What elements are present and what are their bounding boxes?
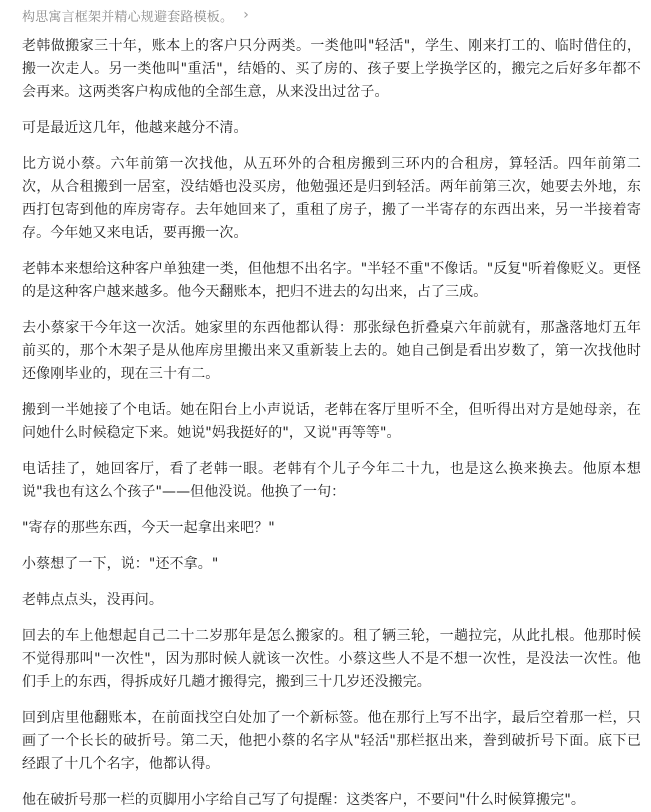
paragraph-9: 小蔡想了一下，说："还不拿。" <box>22 556 219 572</box>
paragraph-4: 老韩本来想给这种客户单独建一类，但他想不出名字。"半轻不重"不像话。"反复"听着像贬义。更怪的是这种客户越来越多。他今天翻账本，把归不进去的勾出来，占了三成。 <box>22 261 641 300</box>
breadcrumb[interactable] <box>22 0 641 30</box>
paragraph-8: "寄存的那些东西，今天一起拿出来吧？" <box>22 520 275 536</box>
paragraph-5: 去小蔡家干今年这一次活。她家里的东西他都认得：那张绿色折叠桌六年前就有，那盏落地灯五年前买的，那个木架子是从他库房里搬出来又重新装上去的。她自己倒是看出岁数了，第一次找他时还像刚毕业的，现在三十有二。 <box>22 320 641 382</box>
chevron-right-icon[interactable]: › <box>243 7 250 23</box>
paragraph-13: 他在破折号那一栏的页脚用小字给自己写了句提醒：这类客户，不要问"什么时候算搬完"。 <box>22 792 585 808</box>
paragraph-11: 回去的车上他想起自己二十二岁那年是怎么搬家的。租了辆三轮，一趟拉完，从此扎根。他那时候不觉得那叫"一次性"，因为那时候人就该一次性。小蔡这些人不是不想一次性，是没法一次性。他们手上的东西，得拆成好几趟才搬得完，搬到三十几岁还没搬完。 <box>22 628 641 690</box>
paragraph-1: 老韩做搬家三十年，账本上的客户只分两类。一类他叫"轻活"，学生、刚来打工的、临时借住的，搬一次走人。另一类他叫"重活"，结婚的、买了房的、孩子要上学换学区的，搬完之后好多年都不会再来。这两类客户构成他的全部生意，从来没出过岔子。 <box>22 38 641 100</box>
paragraph-10: 老韩点点头，没再问。 <box>22 592 163 608</box>
paragraph-6: 搬到一半她接了个电话。她在阳台上小声说话，老韩在客厅里听不全，但听得出对方是她母亲，在问她什么时候稳定下来。她说"妈我挺好的"，又说"再等等"。 <box>22 402 641 441</box>
breadcrumb-text[interactable]: 构思寓言框架并精心规避套路模板。 <box>22 9 234 25</box>
paragraph-7: 电话挂了，她回客厅，看了老韩一眼。老韩有个儿子今年二十九，也是这么换来换去。他原本想说"我也有这么个孩子"——但他没说。他换了一句： <box>22 461 641 500</box>
story-content <box>22 35 641 812</box>
paragraph-2: 可是最近这几年，他越来越分不清。 <box>22 120 248 136</box>
paragraph-12: 回到店里他翻账本，在前面找空白处加了一个新标签。他在那行上写不出字，最后空着那一栏，只画了一个长长的破折号。第二天，他把小蔡的名字从"轻活"那栏抠出来，誊到破折号下面。底下已经跟了十几个名字，他都认得。 <box>22 710 641 772</box>
paragraph-3: 比方说小蔡。六年前第一次找他，从五环外的合租房搬到三环内的合租房，算轻活。四年前第二次，从合租搬到一居室，没结婚也没买房，他勉强还是归到轻活。两年前第三次，她要去外地，东西打包寄到他的库房寄存。去年她回来了，重租了房子，搬了一半寄存的东西出来，另一半接着寄存。今年她又来电话，要再搬一次。 <box>22 156 641 241</box>
